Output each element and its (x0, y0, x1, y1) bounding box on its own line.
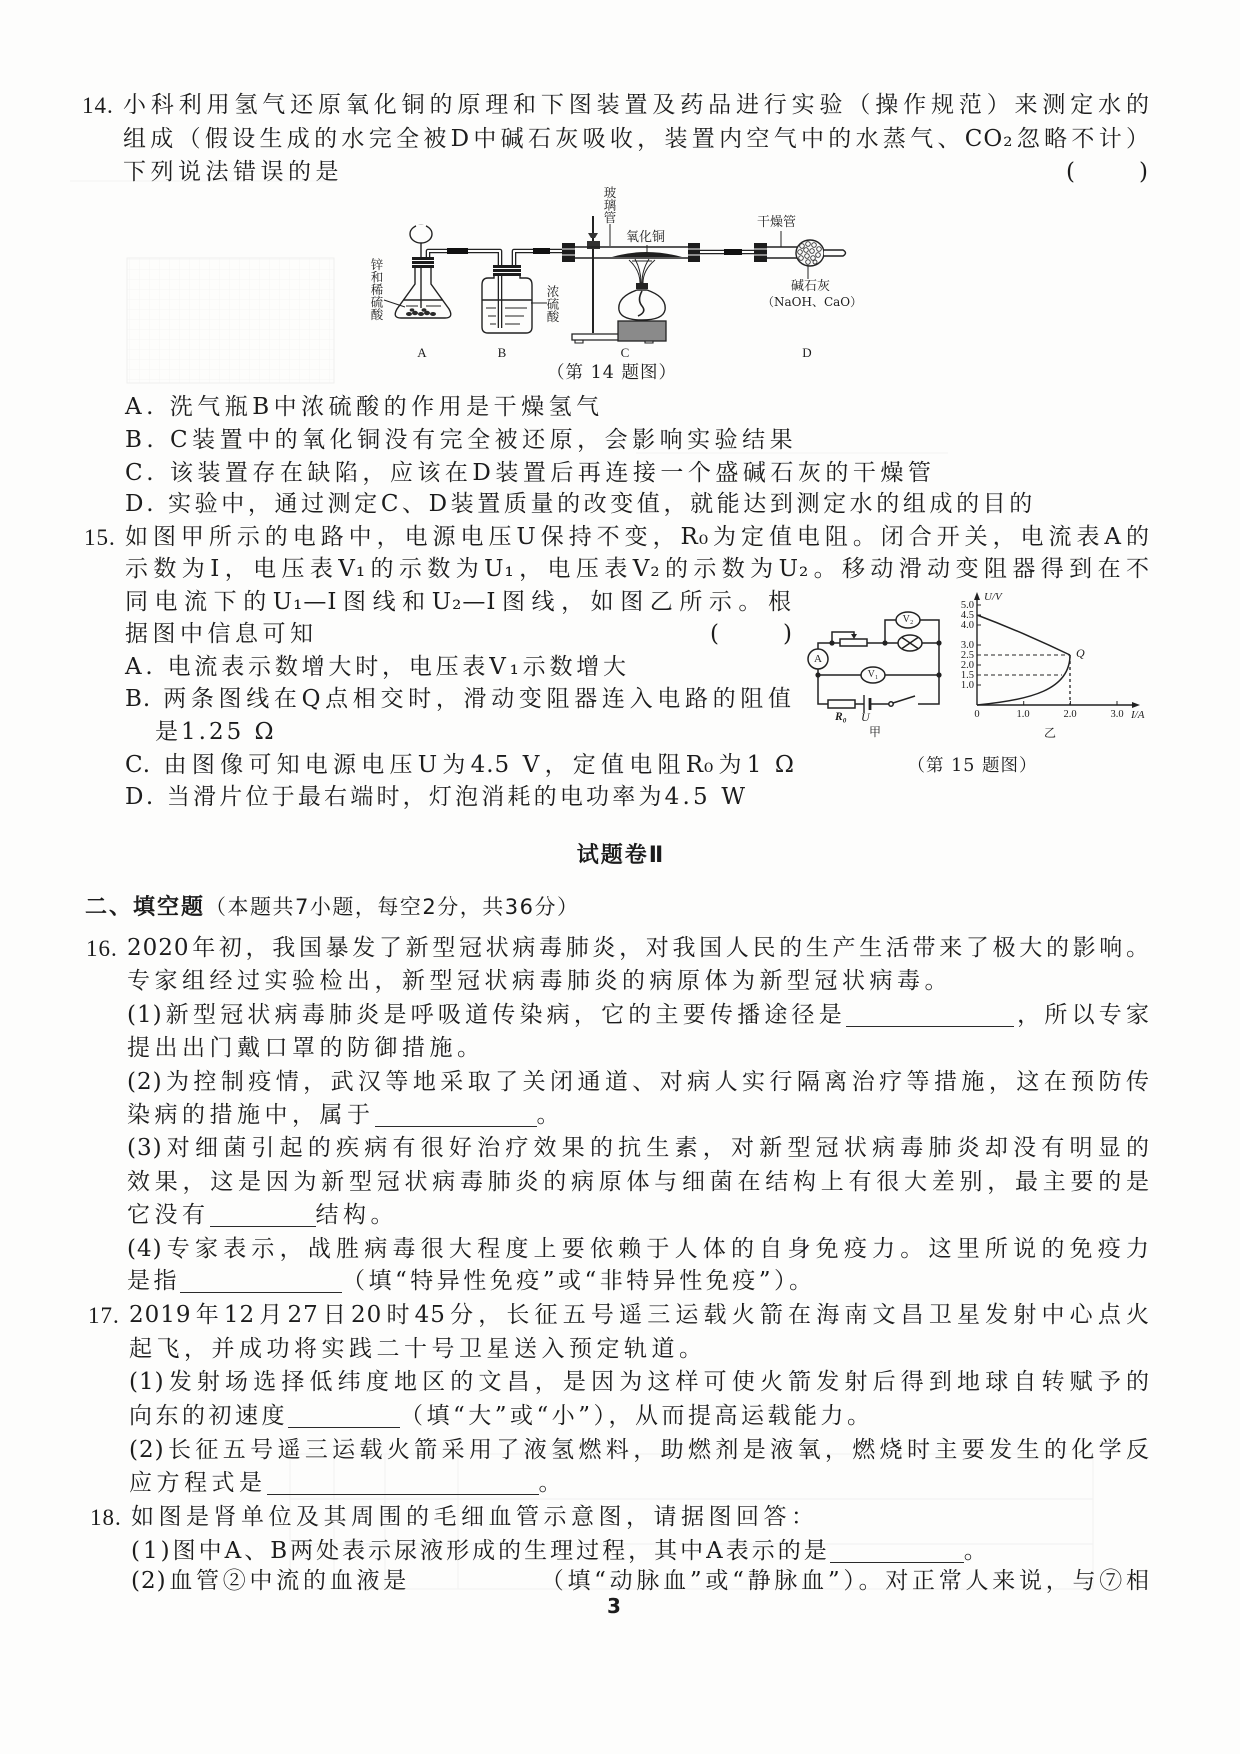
answer-blank (210, 1204, 316, 1227)
ghost-grid (127, 258, 334, 383)
unit-label-b: B (497, 345, 507, 360)
question-stem-line: 下列说法错误的是 (123, 159, 343, 185)
answer-blank (180, 1270, 342, 1293)
y-tick-label: 1.5 (960, 670, 974, 681)
option-d: D. 实验中，通过测定C、D装置质量的改变值，就能达到测定水的组成的目的 (125, 491, 1036, 517)
voltmeter-2-label: V₂ (902, 614, 914, 625)
option-b-continued: 是1.25 Ω (155, 719, 277, 745)
unit-label-c: C (620, 345, 630, 360)
connecting-tubes (428, 251, 755, 328)
line-text: （填“动脉血”或“静脉血”）。对正常人来说，与⑦相 (537, 1568, 1150, 1594)
answer-blank (846, 1004, 1014, 1027)
x-tick-label: 2.0 (1063, 709, 1077, 720)
line-text: （填“特异性免疫”或“非特异性免疫”）。 (342, 1268, 816, 1294)
answer-blank (288, 1405, 400, 1428)
part-title: 试题卷Ⅱ (576, 843, 666, 868)
sub-question-2-cropped (131, 1565, 1150, 1598)
question-line: 效果，这是因为新型冠状病毒肺炎的病原体与细菌在结构上有很大差别，最主要的是 (127, 1169, 1150, 1195)
line-text: 。 (538, 1470, 566, 1496)
option-c: C. 该装置存在缺陷，应该在D装置后再连接一个盛碱石灰的干燥管 (125, 460, 936, 486)
question-stem-line: 小科利用氢气还原氧化铜的原理和下图装置及药品进行实验（操作规范）来测定水的 (123, 92, 1150, 118)
question-number: 14. (82, 93, 114, 118)
question-line (127, 1199, 398, 1232)
question-number: 17. (88, 1303, 120, 1328)
point-q-label: Q (1076, 646, 1085, 660)
zinc-granules (406, 308, 436, 316)
line-text: ，所以专家 (1013, 1002, 1150, 1028)
option-d: D. 当滑片位于最右端时，灯泡消耗的电功率为4.5 W (125, 784, 749, 810)
line-text: 。 (963, 1538, 990, 1564)
y-tick-label: 5.0 (960, 600, 974, 611)
question-line (127, 1265, 816, 1298)
line-text: 应方程式是 (129, 1470, 267, 1496)
circuit-figure-label: 甲 (869, 725, 882, 739)
resistor-r0-label: R₀ (835, 711, 847, 723)
section-note: （本题共7小题，每空2分，共36分） (205, 895, 580, 919)
label-concentrated-sulfuric-acid: 浓硫酸 (545, 285, 560, 323)
y-tick-label: 1.0 (960, 680, 974, 691)
question-stem-line: 专家组经过实验检出，新型冠状病毒肺炎的病原体为新型冠状病毒。 (127, 968, 952, 994)
y-tick-label: 2.0 (960, 660, 974, 671)
question-stem-line: 2019年12月27日20时45分，长征五号遥三运载火箭在海南文昌卫星发射中心点火 (129, 1302, 1150, 1328)
line-text: 。 (536, 1102, 564, 1128)
answer-parentheses: ( ) (710, 621, 798, 647)
answer-blank (410, 1571, 538, 1593)
question-stem-line: 同电流下的U₁—I图线和U₂—I图线，如图乙所示。根 (125, 589, 792, 615)
label-leader-lines (384, 224, 808, 307)
label-soda-lime-formula: （NaOH、CaO） (762, 295, 863, 309)
question-line (129, 1467, 566, 1500)
question-number: 18. (90, 1505, 122, 1530)
sub-question-1: (1)发射场选择低纬度地区的文昌，是因为这样可使火箭发射后得到地球自转赋予的 (129, 1369, 1150, 1395)
answer-blank (375, 1104, 537, 1127)
figure-caption: （第 14 题图） (547, 363, 677, 383)
y-tick-label: 3.0 (960, 640, 974, 651)
question-stem-line: 据图中信息可知 (125, 621, 318, 647)
option-a: A. 电流表示数增大时，电压表V₁示数增大 (125, 654, 630, 680)
option-a: A. 洗气瓶B中浓硫酸的作用是干燥氢气 (125, 394, 604, 420)
question-number: 15. (84, 525, 116, 550)
line-text: (1)图中A、B两处表示尿液形成的生理过程，其中A表示的是 (131, 1538, 830, 1564)
question-line (127, 1099, 564, 1132)
answer-blank (267, 1472, 539, 1495)
question-line: 提出出门戴口罩的防御措施。 (127, 1035, 485, 1061)
circuit-and-graph-figure (800, 588, 1160, 728)
copper-oxide-powder (612, 252, 682, 257)
label-zinc-and-dilute-sulfuric-acid: 锌和稀硫酸 (369, 258, 384, 321)
u2-i-curve (977, 655, 1070, 705)
sub-question-1 (127, 999, 1150, 1032)
stopper-b (493, 265, 521, 276)
line-text: (1)新型冠状病毒肺炎是呼吸道传染病，它的主要传播途径是 (127, 1002, 846, 1028)
section-heading (85, 891, 579, 924)
x-tick-label: 3.0 (1110, 709, 1124, 720)
sub-question-2: (2)为控制疫情，武汉等地采取了关闭通道、对病人实行隔离治疗等措施，这在预防传 (127, 1069, 1150, 1095)
voltmeter-1-label: V₁ (867, 669, 879, 680)
graph-figure-label: 乙 (1044, 726, 1057, 740)
unit-label-a: A (417, 345, 427, 360)
circuit-diagram (808, 612, 942, 713)
drying-tube-d (754, 240, 846, 266)
label-soda-lime: 碱石灰 (791, 279, 831, 294)
label-copper-oxide: 氧化铜 (626, 230, 666, 245)
y-tick-label: 4.5 (960, 610, 974, 621)
source-u-label: U (861, 710, 870, 724)
option-c: C. 由图像可知电源电压U为4.5 V，定值电阻R₀为1 Ω (125, 752, 795, 778)
sub-question-1 (131, 1535, 990, 1568)
x-tick-label: 1.0 (1016, 709, 1030, 720)
question-stem-line: 如图是肾单位及其周围的毛细血管示意图，请据图回答： (131, 1504, 819, 1530)
x-axis-label: I/A (1131, 709, 1145, 721)
option-b: B. C装置中的氧化铜没有完全被还原，会影响实验结果 (125, 427, 798, 453)
cropped-line-region (0, 1565, 1240, 1594)
stopper-a (412, 257, 434, 268)
question-stem-line: 示数为I，电压表V₁的示数为U₁，电压表V₂的示数为U₂。移动滑动变阻器得到在不 (125, 556, 1150, 582)
ammeter-label: A (814, 653, 822, 665)
label-drying-tube: 干燥管 (757, 215, 797, 230)
answer-blank (830, 1540, 964, 1563)
question-stem-line: 如图甲所示的电路中，电源电压U保持不变，R₀为定值电阻。闭合开关，电流表A的 (125, 524, 1150, 550)
option-b: B. 两条图线在Q点相交时，滑动变阻器连入电路的阻值 (125, 686, 792, 712)
answer-parentheses: ( ) (1066, 159, 1154, 185)
section-title: 二、填空题 (85, 895, 206, 920)
line-text: 它没有 (127, 1202, 210, 1228)
sub-question-4: (4)专家表示，战胜病毒很大程度上要依赖于人体的自身免疫力。这里所说的免疫力 (127, 1236, 1150, 1262)
flask-a (395, 225, 451, 318)
sub-question-3: (3)对细菌引起的疾病有很好治疗效果的抗生素，对新型冠状病毒肺炎却没有明显的 (127, 1135, 1150, 1161)
figure-caption: （第 15 题图） (907, 756, 1038, 776)
y-axis-label: U/V (984, 591, 1002, 603)
question-line (129, 1400, 874, 1433)
unit-label-d: D (802, 345, 812, 360)
question-stem-line: 组成（假设生成的水完全被D中碱石灰吸收，装置内空气中的水蒸气、CO₂忽略不计） (123, 126, 1150, 152)
question-stem-line: 2020年初，我国暴发了新型冠状病毒肺炎，对我国人民的生产生活带来了极大的影响。 (127, 935, 1150, 961)
question-number: 16. (86, 936, 118, 961)
x-tick-label: 0 (974, 709, 980, 720)
line-text: 是指 (127, 1268, 180, 1294)
line-text: (2)血管②中流的血液是 (131, 1568, 410, 1594)
line-text: （填“大”或“小”），从而提高运载能力。 (400, 1403, 874, 1429)
line-text: 结构。 (315, 1202, 398, 1228)
alcohol-lamp (618, 259, 666, 341)
page-number: 3 (607, 1594, 621, 1618)
line-text: 向东的初速度 (129, 1403, 288, 1429)
y-tick-label: 2.5 (960, 650, 974, 661)
bottle-b (482, 275, 532, 333)
u-i-graph (974, 592, 1140, 708)
label-glass-tube: 玻璃管 (602, 186, 617, 224)
u1-i-line (977, 615, 1070, 655)
line-text: 染病的措施中，属于 (127, 1102, 375, 1128)
glass-tube-c (562, 243, 700, 262)
sub-question-2: (2)长征五号遥三运载火箭采用了液氢燃料，助燃剂是液氧，燃烧时主要发生的化学反 (129, 1437, 1150, 1463)
y-tick-label: 4.0 (960, 620, 974, 631)
question-stem-line: 起飞，并成功将实践二十号卫星送入预定轨道。 (129, 1336, 707, 1362)
